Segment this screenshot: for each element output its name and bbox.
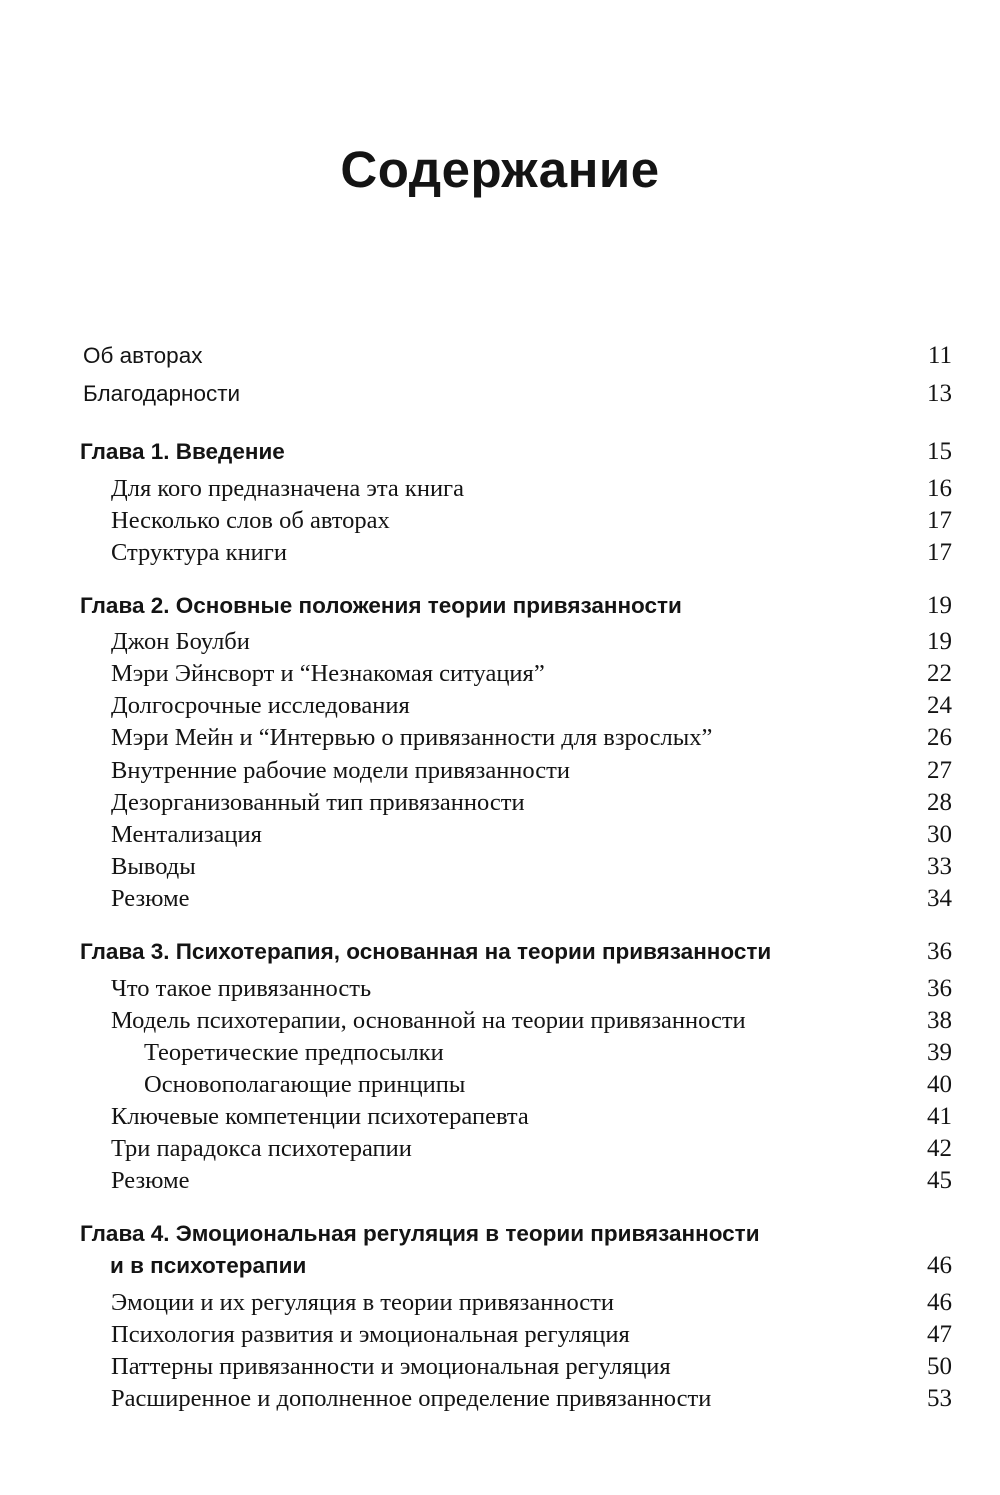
toc-section[interactable] bbox=[0, 1350, 1000, 1384]
toc-section[interactable] bbox=[0, 689, 1000, 723]
toc-entry-page: 26 bbox=[927, 724, 952, 751]
toc-entry-label: Для кого предназначена эта книга bbox=[111, 475, 464, 502]
toc-entry-page: 34 bbox=[927, 885, 952, 912]
toc-entry-label: Ключевые компетенции психотерапевта bbox=[111, 1103, 529, 1130]
toc-chapter-label: Глава 4. Эмоциональная регуляция в теории привязанности bbox=[80, 1221, 760, 1246]
toc-chapter-4[interactable] bbox=[0, 1217, 1000, 1251]
toc-entry-page: 45 bbox=[927, 1167, 952, 1194]
toc-entry-label: Психология развития и эмоциональная регуляция bbox=[111, 1321, 630, 1348]
toc-subsection[interactable] bbox=[0, 1036, 1000, 1070]
toc-entry-label: Джон Боулби bbox=[111, 628, 250, 655]
toc-entry-page: 19 bbox=[927, 592, 952, 619]
toc-entry-label: Долгосрочные исследования bbox=[111, 692, 410, 719]
toc-entry-page: 36 bbox=[927, 938, 952, 965]
toc-section[interactable] bbox=[0, 657, 1000, 691]
toc-subsection[interactable] bbox=[0, 1068, 1000, 1102]
toc-entry-page: 22 bbox=[927, 660, 952, 687]
toc-chapter-2[interactable] bbox=[0, 589, 1000, 623]
toc-entry-label: Теоретические предпосылки bbox=[144, 1039, 444, 1066]
toc-entry-label: Об авторах bbox=[83, 343, 203, 368]
toc-chapter-label: Глава 3. Психотерапия, основанная на теории привязанности bbox=[80, 939, 772, 964]
toc-entry-page: 42 bbox=[927, 1135, 952, 1162]
toc-entry-page: 16 bbox=[927, 475, 952, 502]
toc-entry-page: 46 bbox=[927, 1252, 952, 1279]
toc-entry-label: Резюме bbox=[111, 885, 190, 912]
toc-section[interactable] bbox=[0, 818, 1000, 852]
toc-entry-page: 40 bbox=[927, 1071, 952, 1098]
toc-entry-label: Ментализация bbox=[111, 821, 262, 848]
toc-entry-page: 13 bbox=[927, 380, 952, 407]
toc-entry-label: Благодарности bbox=[83, 381, 241, 406]
toc-entry-label: Три парадокса психотерапии bbox=[111, 1135, 412, 1162]
toc-entry-page: 24 bbox=[927, 692, 952, 719]
toc-entry-page: 36 bbox=[927, 975, 952, 1002]
toc-section[interactable] bbox=[0, 536, 1000, 570]
toc-entry-label: Мэри Эйнсворт и “Незнакомая ситуация” bbox=[111, 660, 545, 687]
toc-entry-page: 19 bbox=[927, 628, 952, 655]
toc-entry-label: Выводы bbox=[111, 853, 196, 880]
toc-entry-page: 39 bbox=[927, 1039, 952, 1066]
toc-entry-page: 27 bbox=[927, 757, 952, 784]
toc-entry-about-authors[interactable] bbox=[0, 339, 1000, 373]
page-title: Содержание bbox=[340, 141, 660, 198]
toc-section[interactable] bbox=[0, 1382, 1000, 1416]
toc-section[interactable] bbox=[0, 754, 1000, 788]
toc-entry-label: Резюме bbox=[111, 1167, 190, 1194]
toc-chapter-3[interactable] bbox=[0, 935, 1000, 969]
toc-entry-label: Основополагающие принципы bbox=[144, 1071, 466, 1098]
toc-entry-label: Эмоции и их регуляция в теории привязанности bbox=[111, 1289, 615, 1316]
toc-section[interactable] bbox=[0, 882, 1000, 916]
toc-entry-page: 38 bbox=[927, 1007, 952, 1034]
toc-entry-page: 47 bbox=[927, 1321, 952, 1348]
toc-section[interactable] bbox=[0, 786, 1000, 820]
toc-section[interactable] bbox=[0, 721, 1000, 755]
toc-section[interactable] bbox=[0, 1318, 1000, 1352]
toc-section[interactable] bbox=[0, 625, 1000, 659]
toc-entry-page: 30 bbox=[927, 821, 952, 848]
toc-chapter-label-continued: и в психотерапии bbox=[110, 1253, 307, 1278]
toc-section[interactable] bbox=[0, 1004, 1000, 1038]
toc-entry-label: Несколько слов об авторах bbox=[111, 507, 390, 534]
toc-chapter-1[interactable] bbox=[0, 435, 1000, 469]
toc-chapter-label: Глава 2. Основные положения теории привязанности bbox=[80, 593, 682, 618]
toc-entry-page: 17 bbox=[927, 507, 952, 534]
toc-entry-page: 17 bbox=[927, 539, 952, 566]
toc-section[interactable] bbox=[0, 1100, 1000, 1134]
toc-entry-page: 50 bbox=[927, 1353, 952, 1380]
toc-section[interactable] bbox=[0, 472, 1000, 506]
toc-entry-page: 46 bbox=[927, 1289, 952, 1316]
toc-section[interactable] bbox=[0, 504, 1000, 538]
toc-entry-label: Модель психотерапии, основанной на теории привязанности bbox=[111, 1007, 746, 1034]
toc-entry-label: Дезорганизованный тип привязанности bbox=[111, 789, 525, 816]
toc-entry-label: Паттерны привязанности и эмоциональная регуляция bbox=[111, 1353, 671, 1380]
toc-section[interactable] bbox=[0, 1164, 1000, 1198]
toc-section[interactable] bbox=[0, 850, 1000, 884]
toc-entry-label: Внутренние рабочие модели привязанности bbox=[111, 757, 570, 784]
toc-entry-page: 53 bbox=[927, 1385, 952, 1412]
toc-entry-page: 33 bbox=[927, 853, 952, 880]
toc-entry-label: Расширенное и дополненное определение привязанности bbox=[111, 1385, 712, 1412]
toc-section[interactable] bbox=[0, 1286, 1000, 1320]
toc-entry-label: Что такое привязанность bbox=[111, 975, 372, 1002]
toc-entry-label: Мэри Мейн и “Интервью о привязанности для взрослых” bbox=[111, 724, 713, 751]
toc-entry-acknowledgements[interactable] bbox=[0, 377, 1000, 411]
toc-entry-page: 11 bbox=[927, 342, 952, 369]
toc-entry-page: 15 bbox=[927, 438, 952, 465]
toc-entry-page: 28 bbox=[927, 789, 952, 816]
toc-entry-page: 41 bbox=[927, 1103, 952, 1130]
toc-chapter-label: Глава 1. Введение bbox=[80, 439, 285, 464]
toc-section[interactable] bbox=[0, 1132, 1000, 1166]
toc-chapter-4-continued[interactable] bbox=[0, 1249, 1000, 1283]
toc-section[interactable] bbox=[0, 972, 1000, 1006]
toc-entry-label: Структура книги bbox=[111, 539, 287, 566]
